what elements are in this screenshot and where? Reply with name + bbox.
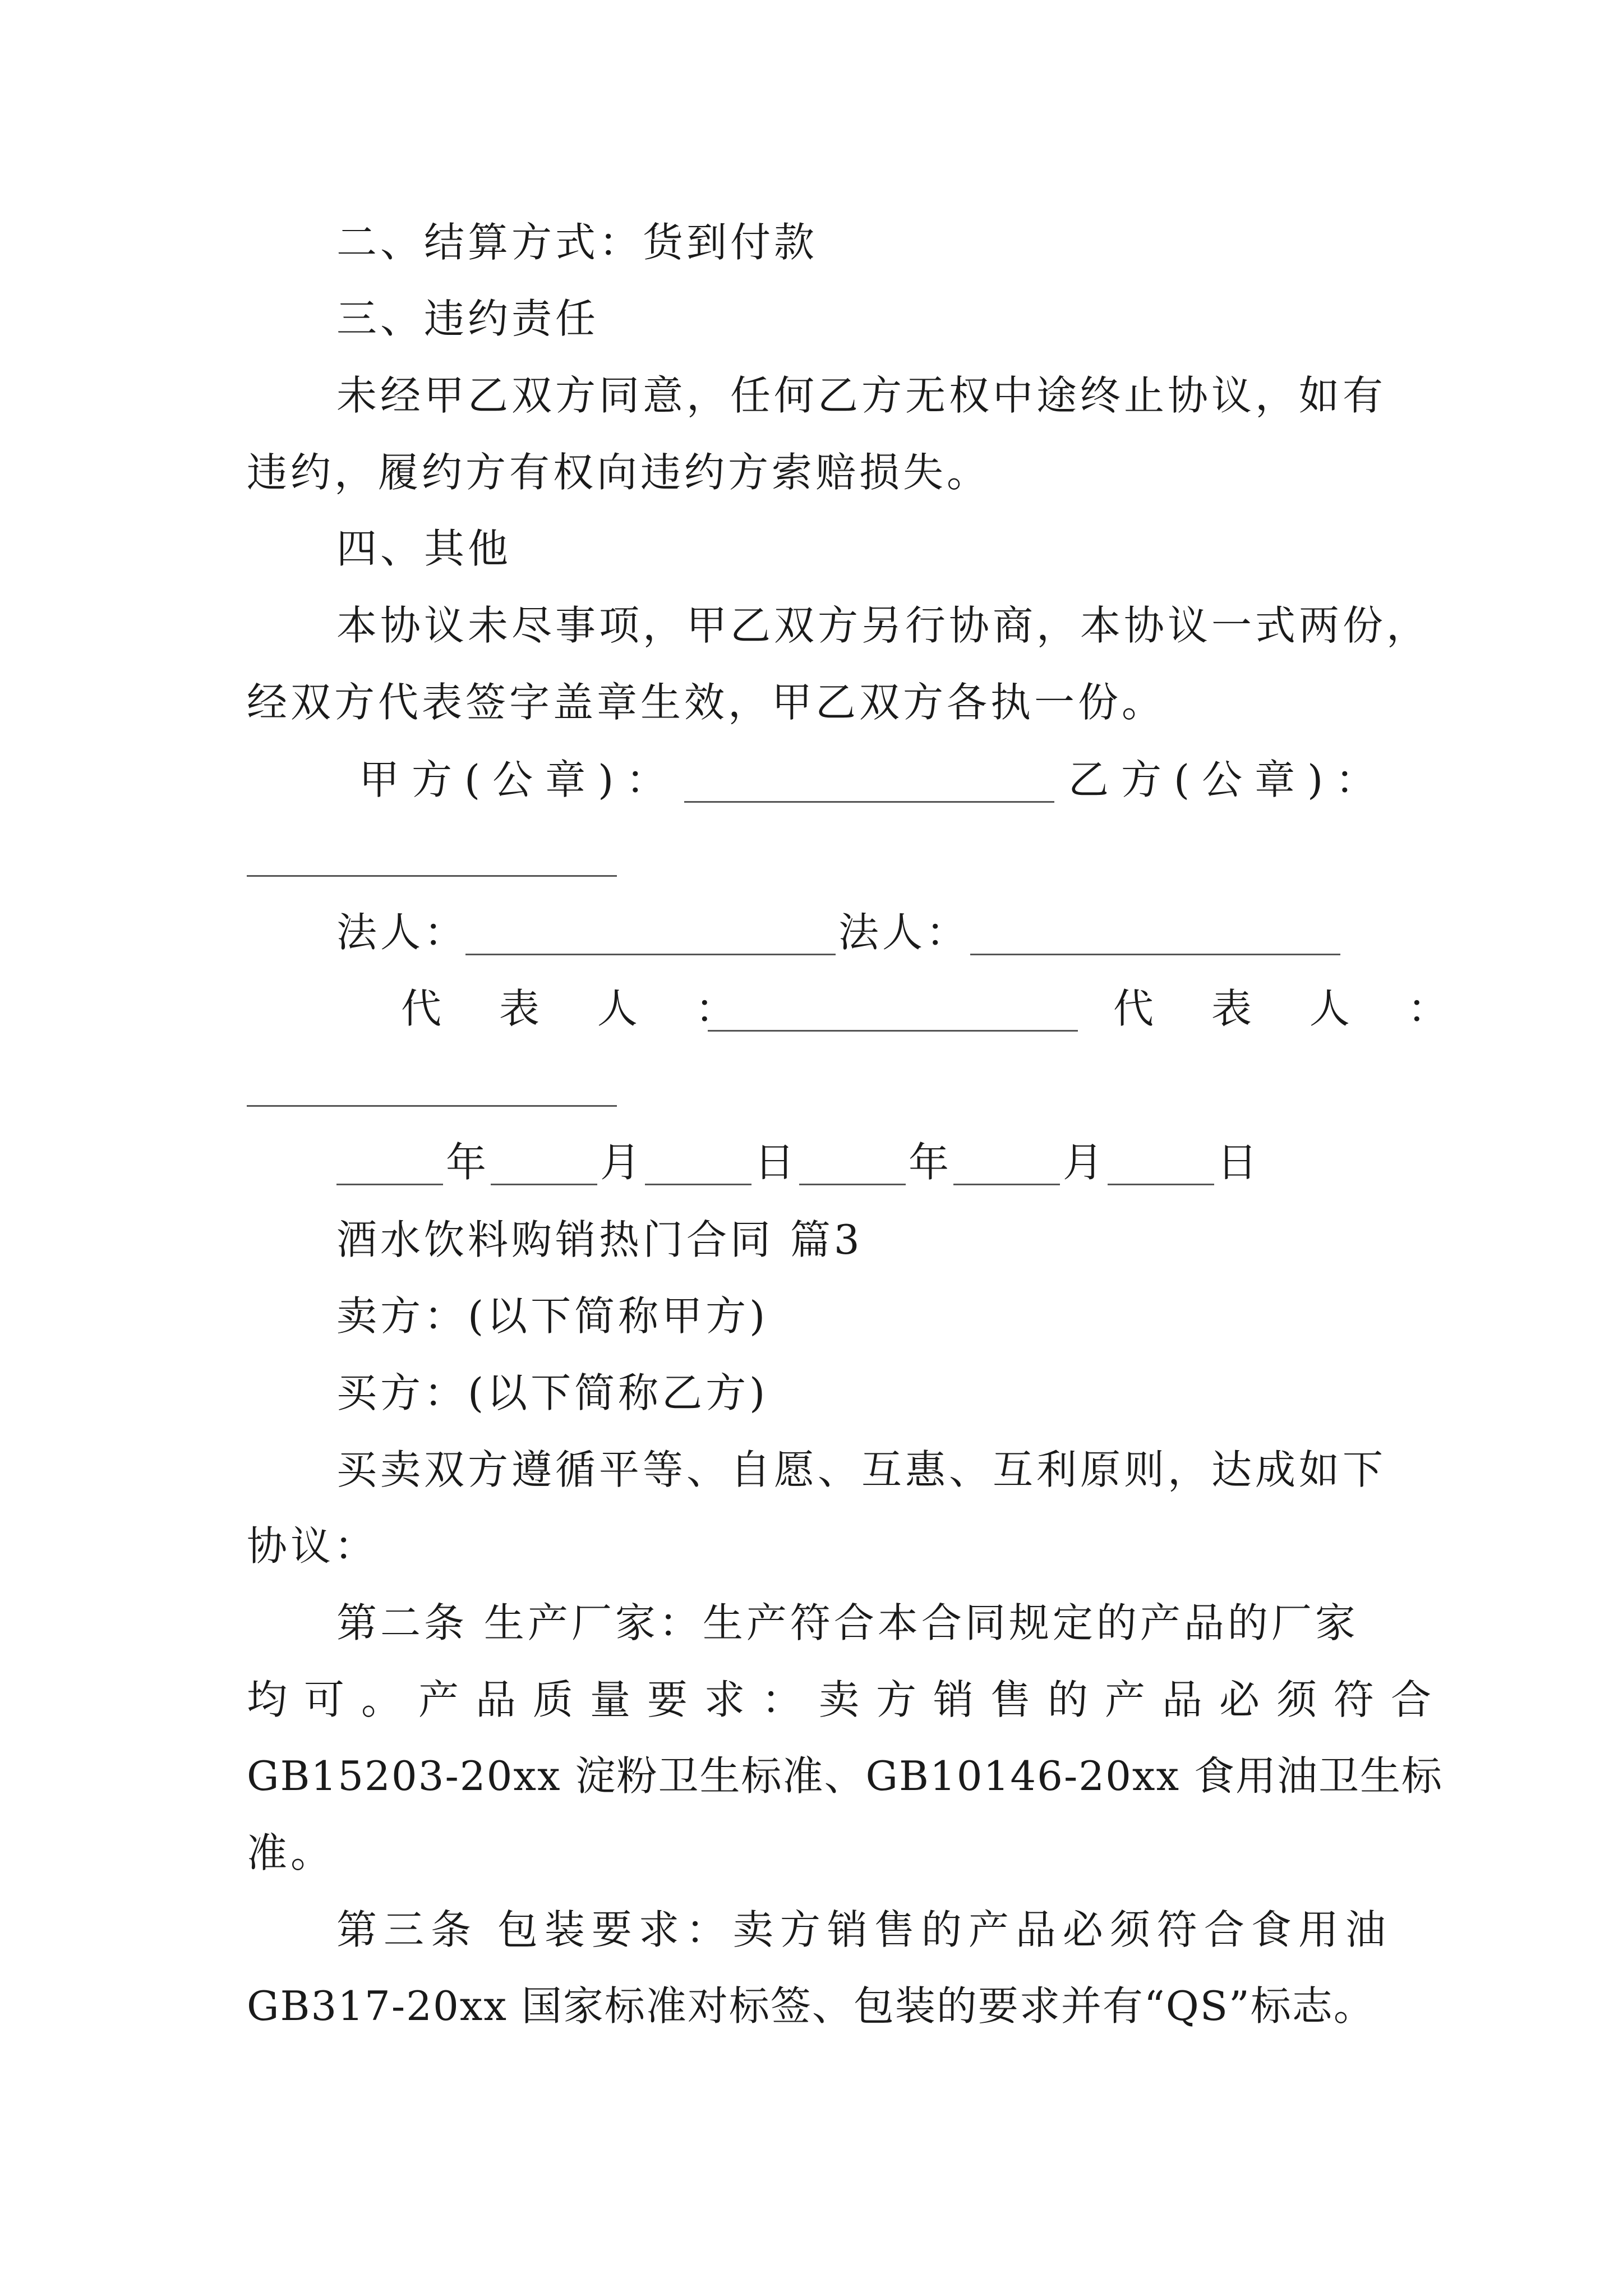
date-a-year-blank	[336, 1184, 443, 1185]
date-b-year-blank	[799, 1184, 906, 1185]
breach-paragraph-line-1: 未经甲乙双方同意，任何乙方无权中途终止协议，如有	[336, 372, 1387, 419]
date-a-year-label: 年	[446, 1139, 487, 1186]
date-a-month-blank	[491, 1184, 597, 1185]
other-paragraph-line-1: 本协议未尽事项，甲乙双方另行协商，本协议一式两份，	[336, 602, 1431, 649]
party-a-seal-blank	[684, 801, 1054, 803]
breach-paragraph-line-2: 违约，履约方有权向违约方索赔损失。	[247, 449, 991, 496]
date-a-month-label: 月	[600, 1139, 641, 1186]
buyer-line: 买方：(以下简称乙方)	[336, 1369, 769, 1416]
legal-person-b-label: 法人：	[838, 909, 970, 956]
seller-line: 卖方：(以下简称甲方)	[336, 1292, 769, 1340]
article-3-line-2: GB317-20xx 国家标准对标签、包装的要求并有“QS”标志。	[247, 1982, 1375, 2030]
representative-a-label: 代 表 人 ：	[401, 985, 758, 1032]
legal-person-b-blank	[970, 954, 1340, 955]
party-b-seal-label: 乙方(公章)：	[1068, 756, 1389, 803]
representative-b-blank	[247, 1105, 617, 1107]
other-paragraph-line-2: 经双方代表签字盖章生效，甲乙双方各执一份。	[247, 679, 1166, 726]
date-a-day-label: 日	[754, 1139, 795, 1186]
date-b-day-blank	[1108, 1184, 1214, 1185]
article-2-line-1: 第二条 生产厂家：生产符合本合同规定的产品的厂家	[336, 1599, 1359, 1646]
settlement-heading: 二、结算方式：货到付款	[336, 219, 818, 266]
date-a-day-blank	[645, 1184, 751, 1185]
other-heading: 四、其他	[336, 525, 512, 572]
breach-heading: 三、违约责任	[336, 295, 600, 342]
contract-title: 酒水饮料购销热门合同 篇3	[336, 1216, 863, 1263]
representative-a-blank	[708, 1030, 1078, 1032]
date-b-month-label: 月	[1063, 1139, 1104, 1186]
article-3-line-1: 第三条 包装要求：卖方销售的产品必须符合食用油	[336, 1906, 1393, 1953]
legal-person-a-blank	[465, 954, 836, 955]
article-2-line-4: 准。	[247, 1829, 335, 1876]
date-b-month-blank	[953, 1184, 1060, 1185]
article-2-line-2: 均可。产品质量要求：卖方销售的产品必须符合	[247, 1676, 1449, 1723]
legal-person-a-label: 法人：	[336, 909, 468, 956]
date-b-year-label: 年	[909, 1139, 949, 1186]
date-b-day-label: 日	[1217, 1139, 1258, 1186]
representative-b-label: 代 表 人 ：	[1113, 985, 1470, 1032]
intro-line-2: 协议：	[247, 1522, 379, 1570]
article-2-line-3: GB15203-20xx 淀粉卫生标准、GB10146-20xx 食用油卫生标	[247, 1752, 1444, 1800]
party-a-seal-label: 甲方(公章)：	[359, 756, 679, 803]
intro-line-1: 买卖双方遵循平等、自愿、互惠、互利原则，达成如下	[336, 1446, 1387, 1493]
party-b-seal-blank	[247, 875, 617, 877]
